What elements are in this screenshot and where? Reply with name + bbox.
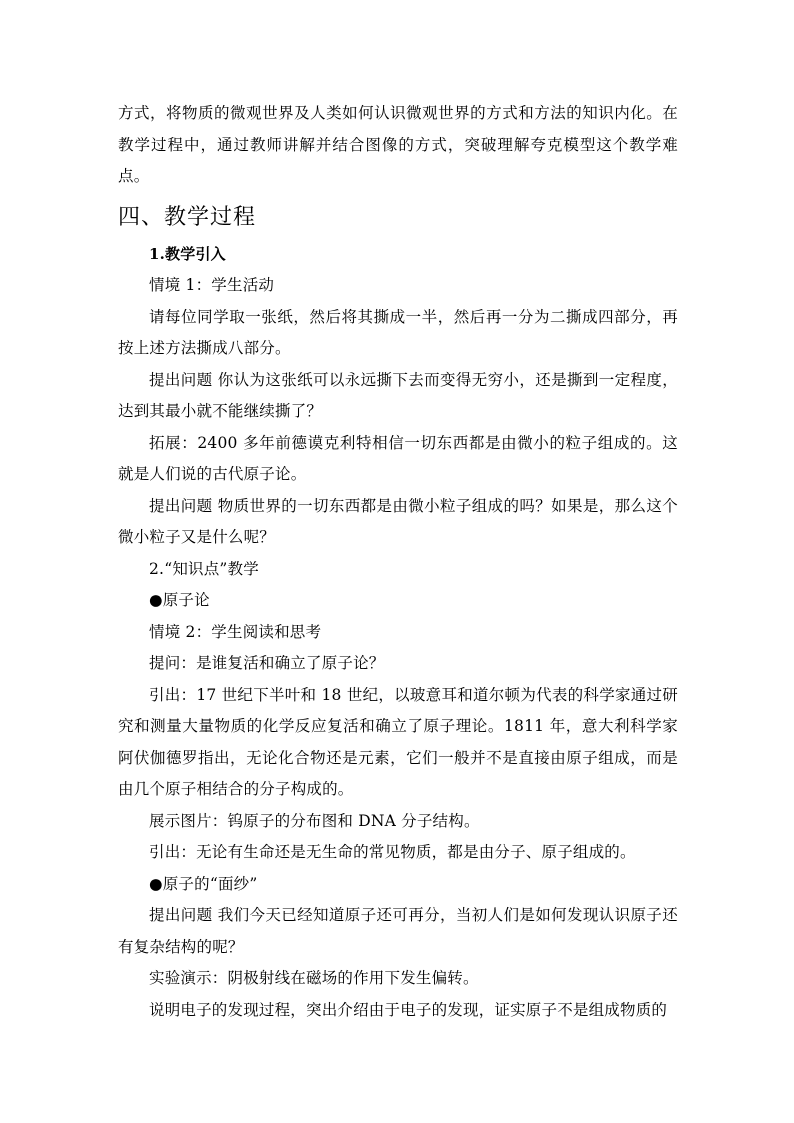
section-title: 四、教学过程 <box>118 204 257 230</box>
bullet-atom-veil: ●原子的“面纱” <box>149 874 258 893</box>
paragraph-question-4: 提出问题 我们今天已经知道原子还可再分，当初人们是如何发现认识原子还有复杂结构的呢？ <box>118 906 678 956</box>
paragraph-question-2: 提出问题 物质世界的一切东西都是由微小粒子组成的吗？如果是，那么这个微小粒子又是什么呢？ <box>118 496 678 546</box>
paragraph-scenario-2: 情境 2：学生阅读和思考 <box>149 622 322 641</box>
subsection-teaching-intro: 1.教学引入 <box>149 244 226 263</box>
paragraph-question-3: 提问：是谁复活和确立了原子论？ <box>149 654 385 672</box>
paragraph-lead-2: 引出：无论有生命还是无生命的常见物质，都是由分子、原子组成的。 <box>149 843 636 861</box>
document-content <box>118 98 678 1026</box>
paragraph-question-1: 提出问题 你认为这张纸可以永远撕下去而变得无穷小，还是撕到一定程度，达到其最小就不能继续撕了？ <box>118 370 678 420</box>
intro-paragraph: 方式，将物质的微观世界及人类如何认识微观世界的方式和方法的知识内化。在教学过程中，通过教师讲解并结合图像的方式，突破理解夸克模型这个教学难点。 <box>118 104 678 185</box>
paragraph-activity: 请每位同学取一张纸，然后将其撕成一半，然后再一分为二撕成四部分，再按上述方法撕成八部分。 <box>118 307 678 357</box>
subsection-knowledge: 2.“知识点”教学 <box>149 559 259 578</box>
paragraph-electron: 说明电子的发现过程，突出介绍由于电子的发现，证实原子不是组成物质的 <box>149 1000 668 1019</box>
paragraph-scenario-1: 情境 1：学生活动 <box>149 276 275 294</box>
paragraph-extension: 拓展：2400 多年前德谟克利特相信一切东西都是由微小的粒子组成的。这就是人们说的古代原子论。 <box>118 433 678 483</box>
paragraph-show-image: 展示图片：钨原子的分布图和 DNA 分子结构。 <box>149 811 480 830</box>
bullet-atomic-theory: ●原子论 <box>149 591 210 609</box>
paragraph-lead-1: 引出：17 世纪下半叶和 18 世纪，以玻意耳和道尔顿为代表的科学家通过研究和测量大量物质的化学反应复活和确立了原子理论。1811 年，意大利科学家阿伏伽德罗指出，无论化合物还是元素，它们一般并不是直接由原子组成，而是由几个原子相结合的分子构成的。 <box>118 685 678 798</box>
paragraph-experiment: 实验演示：阴极射线在磁场的作用下发生偏转。 <box>149 969 479 987</box>
